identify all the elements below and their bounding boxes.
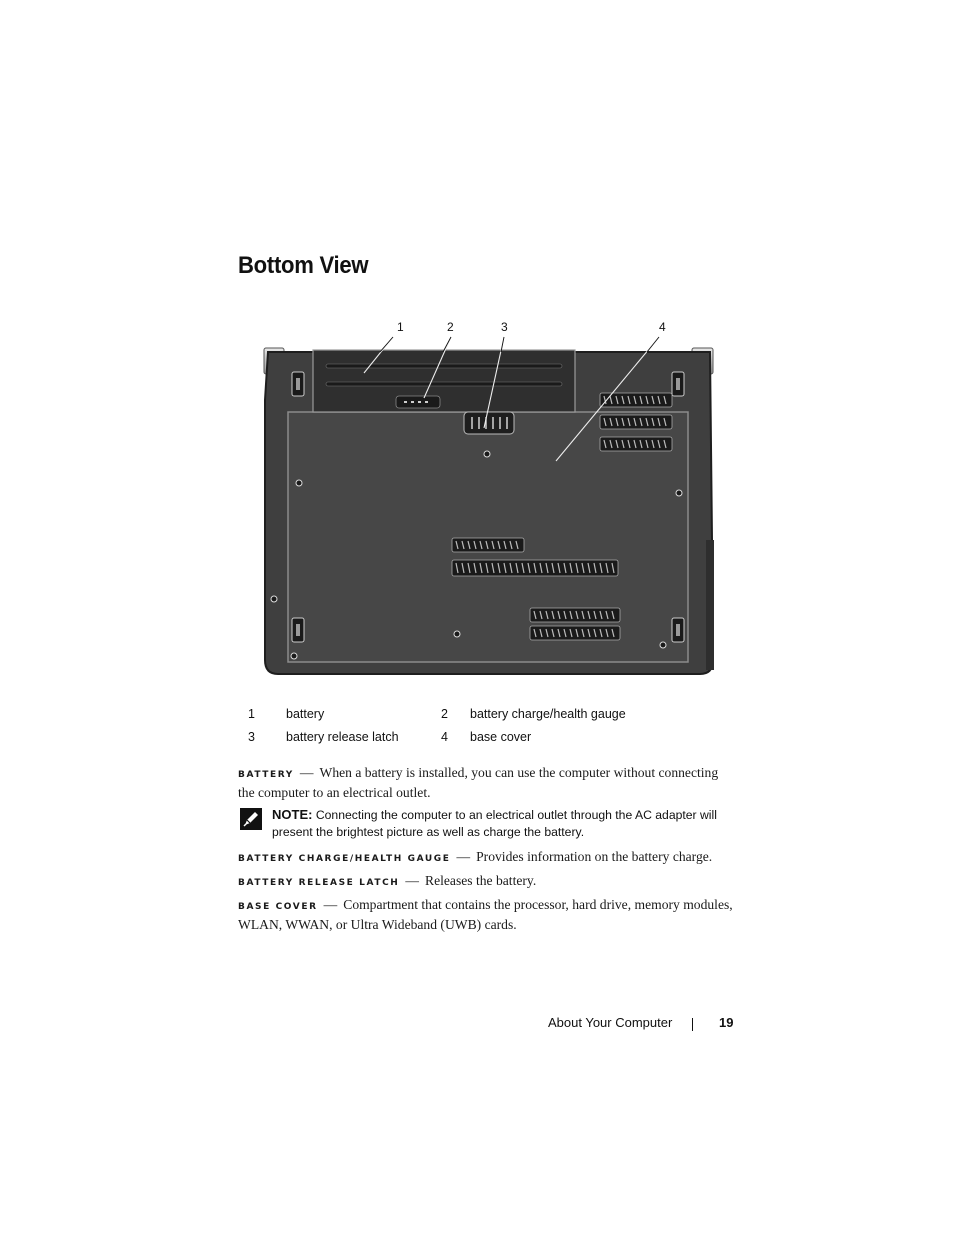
description-dash: —	[405, 873, 420, 888]
description-dash: —	[456, 849, 471, 864]
description-term: BATTERY CHARGE/HEALTH GAUGE	[238, 854, 451, 864]
callout-3: 3	[501, 320, 508, 334]
footer-section-title: About Your Computer	[548, 1015, 673, 1030]
legend-number: 4	[441, 729, 448, 744]
callout-1: 1	[397, 320, 404, 334]
description-gauge	[238, 848, 738, 868]
description-text: Provides information on the battery charge.	[476, 849, 713, 864]
note-text	[272, 806, 738, 841]
note-pencil-icon	[240, 808, 262, 830]
description-term: BATTERY RELEASE LATCH	[238, 878, 400, 888]
description-latch	[238, 872, 738, 892]
legend-label: battery charge/health gauge	[470, 706, 626, 721]
footer-page-number: 19	[719, 1015, 734, 1030]
note-box	[238, 806, 738, 841]
legend-row	[238, 725, 626, 748]
description-dash: —	[323, 897, 338, 912]
legend-label: battery release latch	[286, 729, 399, 744]
note-body: Connecting the computer to an electrical outlet through the AC adapter will present the brightest picture as well as charge the battery.	[272, 808, 717, 839]
legend-number: 1	[248, 706, 255, 721]
description-term: BASE COVER	[238, 902, 318, 912]
callout-2: 2	[447, 320, 454, 334]
page-title: Bottom View	[238, 252, 369, 279]
laptop-bottom-illustration	[250, 314, 730, 684]
legend-number: 2	[441, 706, 448, 721]
footer-separator	[692, 1018, 693, 1031]
description-text: Compartment that contains the processor, hard drive, memory modules, WLAN, WWAN, or Ultra Wideband (UWB) cards.	[238, 897, 733, 932]
note-label: NOTE:	[272, 807, 313, 822]
legend-number: 3	[248, 729, 255, 744]
callout-legend-table	[238, 702, 626, 748]
callout-4: 4	[659, 320, 666, 334]
description-dash: —	[299, 765, 314, 780]
legend-label: battery	[286, 706, 325, 721]
legend-row	[238, 702, 626, 725]
description-term: BATTERY	[238, 770, 294, 780]
description-text: When a battery is installed, you can use the computer without connecting the computer to an electrical outlet.	[238, 765, 719, 800]
description-text: Releases the battery.	[425, 873, 537, 888]
description-cover	[238, 896, 738, 933]
description-battery	[238, 764, 738, 801]
legend-label: base cover	[470, 729, 532, 744]
